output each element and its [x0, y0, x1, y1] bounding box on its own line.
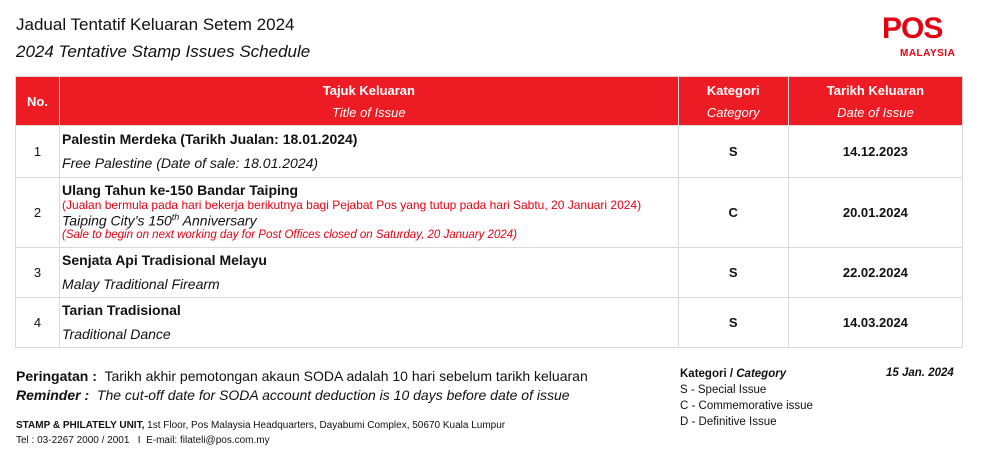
- row-title: [60, 298, 679, 348]
- logo-sub-text: MALAYSIA: [900, 48, 956, 59]
- row-date: 14.12.2023: [788, 126, 962, 178]
- header-title-ms: Tajuk Keluaran: [322, 82, 415, 98]
- header-category-en: Category: [706, 104, 760, 120]
- row-title: [60, 126, 679, 178]
- header-date-en: Date of Issue: [837, 104, 914, 120]
- category-legend-heading: Kategori / Category: [680, 368, 787, 380]
- row-date: 14.03.2024: [788, 298, 962, 348]
- row-category: S: [678, 298, 788, 348]
- header-title-en: Title of Issue: [332, 104, 406, 120]
- category-item: S - Special Issue: [680, 384, 767, 396]
- title-en: Free Palestine (Date of sale: 18.01.2024): [62, 154, 319, 171]
- title-ms: Ulang Tahun ke-150 Bandar Taiping: [62, 182, 298, 199]
- table-row: [16, 126, 963, 178]
- category-legend: [680, 366, 813, 430]
- reminder-en: Reminder : The cut-off date for SODA account deduction is 10 days before date of issue: [16, 387, 570, 403]
- row-number: 2: [16, 178, 60, 248]
- header-date: [788, 77, 962, 126]
- title-malay: Jadual Tentatif Keluaran Setem 2024: [16, 15, 295, 34]
- table-row: [16, 298, 963, 348]
- title-en: Malay Traditional Firearm: [62, 275, 220, 292]
- title-english: 2024 Tentative Stamp Issues Schedule: [16, 42, 311, 61]
- row-number: 1: [16, 126, 60, 178]
- logo-main-text: POS: [882, 12, 943, 45]
- header-date-ms: Tarikh Keluaran: [826, 82, 925, 98]
- row-number: 4: [16, 298, 60, 348]
- footer-contact: Tel : 03-2267 2000 / 2001 I E-mail: filateli@pos.com.my: [16, 435, 270, 446]
- table-row: [16, 178, 963, 248]
- title-ms: Senjata Api Tradisional Melayu: [62, 251, 267, 268]
- title-ms: Tarian Tradisional: [62, 301, 181, 318]
- header-category: [678, 77, 788, 126]
- reminder-ms: Peringatan : Tarikh akhir pemotongan akaun SODA adalah 10 hari sebelum tarikh keluaran: [16, 368, 588, 384]
- category-item: D - Definitive Issue: [680, 416, 777, 428]
- row-title: [60, 248, 679, 298]
- title-en: Traditional Dance: [62, 325, 171, 342]
- row-category: S: [678, 248, 788, 298]
- header-no: No.: [16, 77, 60, 126]
- reminder-block: [16, 367, 588, 405]
- header-title: [60, 77, 679, 126]
- pos-malaysia-logo: [882, 14, 962, 62]
- title-ms: Palestin Merdeka (Tarikh Jualan: 18.01.2024): [62, 130, 358, 147]
- header-category-ms: Kategori: [706, 82, 760, 98]
- row-category: S: [678, 126, 788, 178]
- document-date: 15 Jan. 2024: [886, 367, 954, 379]
- footer-line-1: STAMP & PHILATELY UNIT, 1st Floor, Pos Malaysia Headquarters, Dayabumi Complex, 50670 Kuala Lumpur: [16, 420, 506, 431]
- category-item: C - Commemorative issue: [680, 400, 813, 412]
- row-date: 20.01.2024: [788, 178, 962, 248]
- note-ms: (Jualan bermula pada hari bekerja berikutnya bagi Pejabat Pos yang tutup pada hari Sabtu, 20 Januari 2024): [62, 198, 642, 213]
- note-en: (Sale to begin on next working day for Post Offices closed on Saturday, 20 January 2024): [62, 228, 517, 241]
- row-date: 22.02.2024: [788, 248, 962, 298]
- row-category: C: [678, 178, 788, 248]
- stamp-schedule-table: [15, 76, 963, 348]
- footer-address: [16, 418, 505, 448]
- table-header-row: [16, 77, 963, 126]
- row-title: [60, 178, 679, 248]
- table-row: [16, 248, 963, 298]
- title-en: Taiping City’s 150th Anniversary: [62, 212, 257, 229]
- row-number: 3: [16, 248, 60, 298]
